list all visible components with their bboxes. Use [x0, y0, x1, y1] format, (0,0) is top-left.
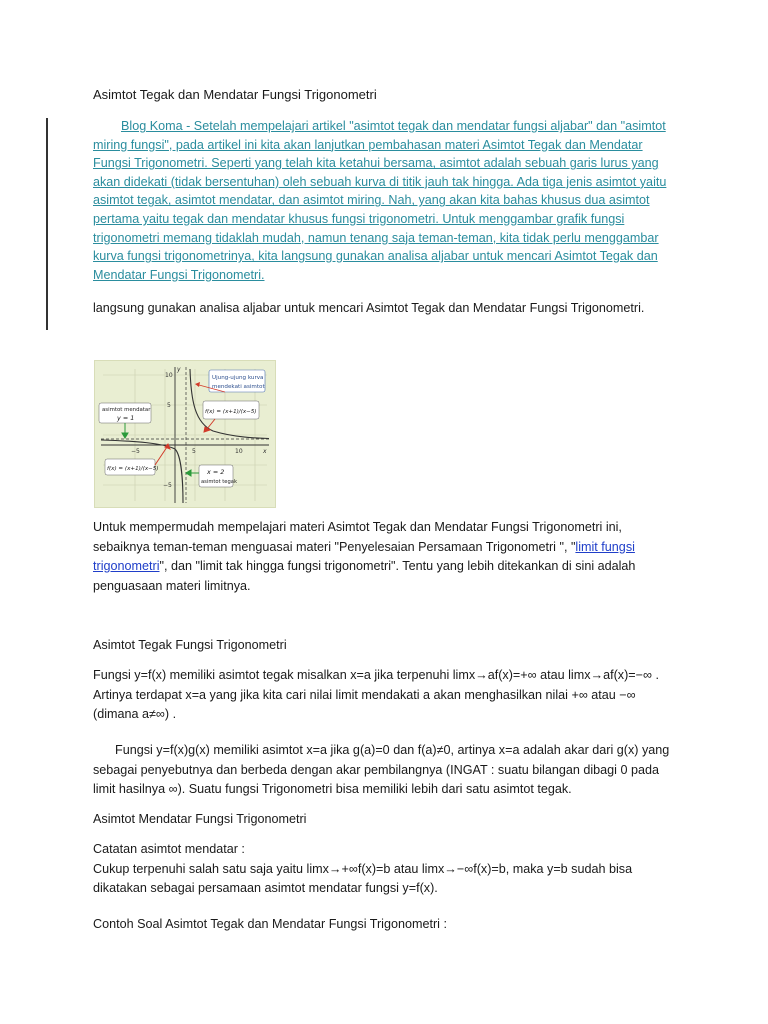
para1-text-a: Untuk mempermudah mempelajari materi Asimtot Tegak dan Mendatar Fungsi Trigonometri ini, sebaiknya teman-teman menguasai materi "Penyelesaian Persamaan Trigonometri ", ": [93, 520, 622, 554]
label-h-text: asimtot mendatar: [102, 407, 151, 413]
para4-note: Catatan asimtot mendatar :: [93, 842, 245, 856]
axis-x-label: x: [263, 448, 267, 455]
asymptote-figure: [94, 360, 276, 508]
heading-asimtot-mendatar: Asimtot Mendatar Fungsi Trigonometri: [93, 812, 307, 826]
intro-quote-text: Blog Koma - Setelah mempelajari artikel "asimtot tegak dan mendatar fungsi aljabar" dan "asimtot miring fungsi", pada artikel ini kita akan lanjutkan pembahasan materi Asimtot Tegak dan Mendatar Fungsi Trigonometri. Seperti yang telah kita ketahui bersama, asimtot adalah sebuah garis lurus yang akan didekati (tidak bersentuhan) oleh sebuah kurva di titik jauh tak hingga. Ada tiga jenis asimtot yaitu asimtot tegak, asimtot mendatar, dan asimtot miring. Nah, yang akan kita bahas khusus dua asimtot pertama yaitu tegak dan mendatar khusus fungsi trigonometri. Untuk menggambar grafik fungsi trigonometri memang tidaklah mudah, namun tenang saja teman-teman, kita tidak perlu menggambar kurva fungsi trigonometrinya, kita langsung gunakan analisa aljabar untuk mencari Asimtot Tegak dan Mendatar Fungsi Trigonometri.: [93, 119, 667, 282]
tick-x-10: 10: [235, 448, 243, 455]
intro-quote-link[interactable]: [93, 117, 678, 284]
asymptote-graph: [95, 361, 275, 507]
label-top-line1: Ujung-ujung kurva: [212, 375, 264, 381]
paragraph-rational-def: Fungsi y=f(x)g(x) memiliki asimtot x=a jika g(a)=0 dan f(a)≠0, artinya x=a adalah akar dari g(x) yang sebagai penyebutnya dan berbeda dengan akar pembilangnya (INGAT : suatu bilangan dibagi 0 pada limit hasilnya ∞). Suatu fungsi Trigonometri bisa memiliki lebih dari satu asimtot tegak.: [93, 743, 670, 796]
label-v-text: asimtot tegak: [201, 479, 237, 485]
label-top-line2: mendekati asimtot: [212, 384, 265, 390]
tick-x-neg5: −5: [131, 448, 140, 455]
paragraph-horizontal-def: [93, 840, 678, 899]
para4-body: Cukup terpenuhi salah satu saja yaitu limx→+∞f(x)=b atau limx→−∞f(x)=b, maka y=b sudah bisa dikatakan sebagai persamaan asimtot mendatar fungsi y=f(x).: [93, 861, 633, 895]
label-v-eq: x = 2: [207, 468, 225, 476]
document-title: Asimtot Tegak dan Mendatar Fungsi Trigonometri: [93, 87, 377, 102]
limit-fungsi-trigonometri-link[interactable]: limit fungsi trigonometri: [93, 539, 635, 573]
tick-y-neg5: −5: [163, 482, 172, 489]
paragraph-prerequisites: [93, 518, 678, 596]
tick-y-10: 10: [165, 372, 173, 379]
repeat-line: langsung gunakan analisa aljabar untuk mencari Asimtot Tegak dan Mendatar Fungsi Trigonometri.: [93, 301, 645, 315]
heading-asimtot-tegak: Asimtot Tegak Fungsi Trigonometri: [93, 638, 287, 652]
paragraph-vertical-def: Fungsi y=f(x) memiliki asimtot tegak misalkan x=a jika terpenuhi limx→af(x)=+∞ atau limx→af(x)=−∞ . Artinya terdapat x=a yang jika kita cari nilai limit mendakati a akan menghasilkan nilai +∞ atau −∞ (dimana a≠∞) .: [93, 668, 659, 721]
label-fx-left: f(x) = (x+1)/(x−5): [107, 466, 159, 472]
tick-y-5: 5: [167, 402, 171, 409]
para1-text-b: ", dan "limit tak hingga fungsi trigonometri". Tentu yang lebih ditekankan di sini adalah penguasaan materi limitnya.: [93, 559, 636, 593]
axis-y-label: y: [177, 366, 181, 373]
label-h-eq: y = 1: [117, 414, 135, 422]
tick-x-5: 5: [192, 448, 196, 455]
heading-contoh-soal: Contoh Soal Asimtot Tegak dan Mendatar Fungsi Trigonometri :: [93, 917, 447, 931]
label-fx-right: f(x) = (x+1)/(x−5): [205, 409, 257, 415]
blockquote-bar: [46, 118, 48, 330]
